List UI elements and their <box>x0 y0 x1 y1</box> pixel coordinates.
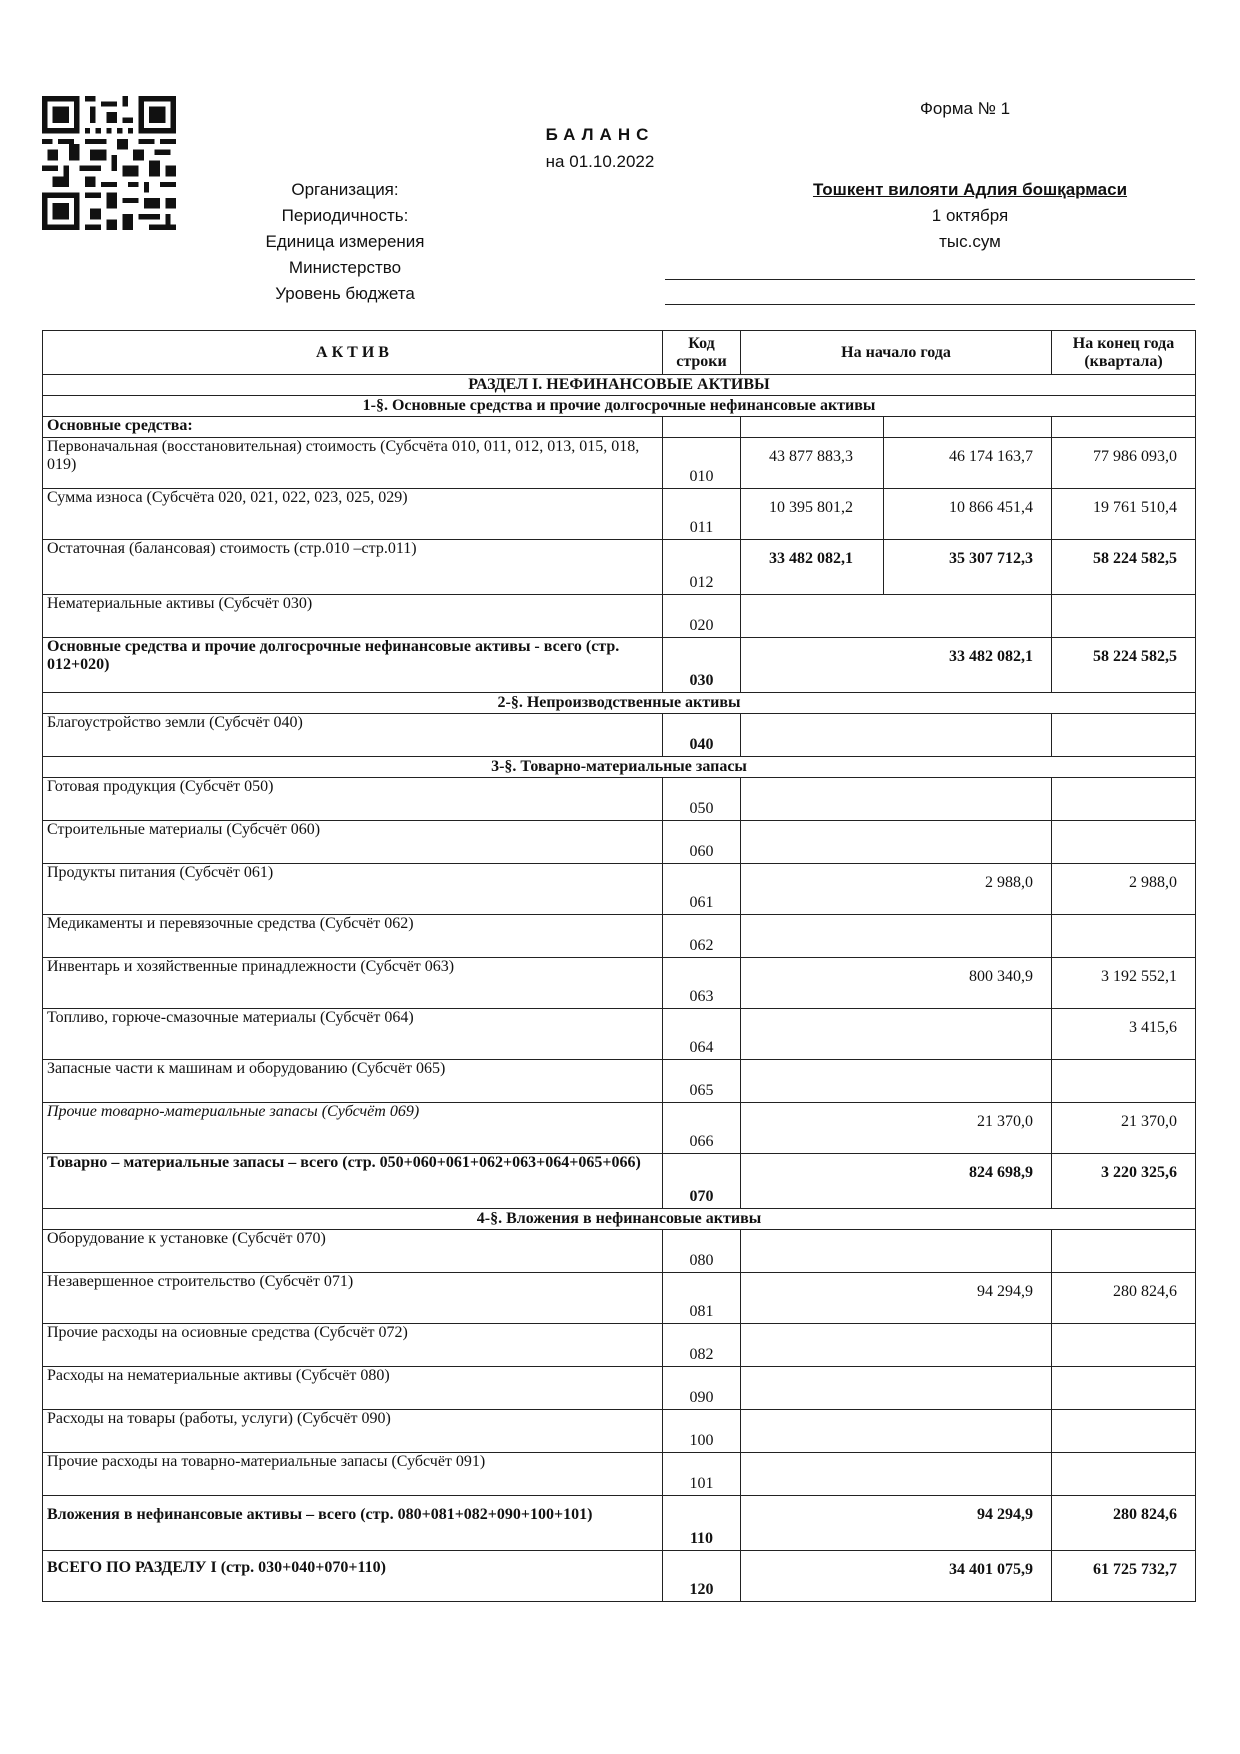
row-value-end: 2 988,0 <box>1052 864 1196 915</box>
value-unit: тыс.сум <box>939 232 1001 251</box>
row-code: 065 <box>663 1060 741 1103</box>
row-code: 082 <box>663 1324 741 1367</box>
table-row <box>43 1060 1196 1103</box>
row-code: 100 <box>663 1410 741 1453</box>
table-row <box>43 1551 1196 1602</box>
qr-code-icon <box>42 96 176 230</box>
table-row <box>43 1410 1196 1453</box>
row-value-start: 94 294,9 <box>741 1273 1052 1324</box>
row-code: 063 <box>663 958 741 1009</box>
row-code: 060 <box>663 821 741 864</box>
row-code: 080 <box>663 1230 741 1273</box>
table-row <box>43 864 1196 915</box>
row-value-end: 280 824,6 <box>1052 1273 1196 1324</box>
table-row <box>43 778 1196 821</box>
section-heading: РАЗДЕЛ I. НЕФИНАНСОВЫЕ АКТИВЫ <box>43 375 1196 396</box>
table-row <box>43 714 1196 757</box>
table-row <box>43 417 1196 438</box>
row-name: Готовая продукция (Субсчёт 050) <box>43 778 663 821</box>
document-date: на 01.10.2022 <box>545 152 655 171</box>
row-name: Сумма износа (Субсчёта 020, 021, 022, 023, 025, 029) <box>43 489 663 540</box>
row-value-end: 3 220 325,6 <box>1052 1154 1196 1209</box>
row-name: Продукты питания (Субсчёт 061) <box>43 864 663 915</box>
table-row <box>43 1230 1196 1273</box>
row-name: Благоустройство земли (Субсчёт 040) <box>43 714 663 757</box>
row-value-end: 77 986 093,0 <box>1052 438 1196 489</box>
label-organization: Организация: <box>291 180 399 199</box>
row-code: 062 <box>663 915 741 958</box>
row-value-end: 19 761 510,4 <box>1052 489 1196 540</box>
row-value-b: 35 307 712,3 <box>884 540 1052 595</box>
row-code: 090 <box>663 1367 741 1410</box>
row-name: Остаточная (балансовая) стоимость (стр.010 –стр.011) <box>43 540 663 595</box>
label-periodicity: Периодичность: <box>281 206 409 225</box>
row-name: ВСЕГО ПО РАЗДЕЛУ I (стр. 030+040+070+110) <box>43 1551 663 1602</box>
row-value-start: 94 294,9 <box>741 1496 1052 1551</box>
row-code: 081 <box>663 1273 741 1324</box>
row-value-a: 33 482 082,1 <box>741 540 884 595</box>
row-code: 010 <box>663 438 741 489</box>
row-code: 066 <box>663 1103 741 1154</box>
table-row <box>43 821 1196 864</box>
row-code: 040 <box>663 714 741 757</box>
row-value-end: 58 224 582,5 <box>1052 540 1196 595</box>
row-value-end: 61 725 732,7 <box>1052 1551 1196 1602</box>
row-value-b: 10 866 451,4 <box>884 489 1052 540</box>
row-name: Расходы на нематериальные активы (Субсчёт 080) <box>43 1367 663 1410</box>
row-value-start: 34 401 075,9 <box>741 1551 1052 1602</box>
row-name: Запасные части к машинам и оборудованию (Субсчёт 065) <box>43 1060 663 1103</box>
ministry-line <box>665 279 1195 280</box>
form-number: Форма № 1 <box>920 99 1011 118</box>
row-value-a: 43 877 883,3 <box>741 438 884 489</box>
table-row <box>43 540 1196 595</box>
row-value-end: 58 224 582,5 <box>1052 638 1196 693</box>
row-name: Прочие товарно-материальные запасы (Субсчёт 069) <box>43 1103 663 1154</box>
row-code: 030 <box>663 638 741 693</box>
table-row <box>43 1453 1196 1496</box>
row-name: Прочие расходы на товарно-материальные запасы (Субсчёт 091) <box>43 1453 663 1496</box>
row-code: 110 <box>663 1496 741 1551</box>
subsection-heading: 2-§. Непроизводственные активы <box>43 693 1196 714</box>
row-code: 050 <box>663 778 741 821</box>
row-name: Инвентарь и хозяйственные принадлежности (Субсчёт 063) <box>43 958 663 1009</box>
row-value-start: 824 698,9 <box>741 1154 1052 1209</box>
table-row <box>43 1273 1196 1324</box>
value-periodicity: 1 октября <box>931 206 1009 225</box>
row-code: 070 <box>663 1154 741 1209</box>
row-name: Строительные материалы (Субсчёт 060) <box>43 821 663 864</box>
row-value-end: 3 415,6 <box>1052 1009 1196 1060</box>
row-name: Вложения в нефинансовые активы – всего (стр. 080+081+082+090+100+101) <box>43 1496 663 1551</box>
row-code: 011 <box>663 489 741 540</box>
row-code: 101 <box>663 1453 741 1496</box>
row-value-end: 21 370,0 <box>1052 1103 1196 1154</box>
table-row <box>43 1324 1196 1367</box>
row-name: Расходы на товары (работы, услуги) (Субсчёт 090) <box>43 1410 663 1453</box>
row-value-start: 21 370,0 <box>741 1103 1052 1154</box>
col-header-activ: А К Т И В <box>43 331 663 375</box>
row-name: Топливо, горюче-смазочные материалы (Субсчёт 064) <box>43 1009 663 1060</box>
table-row <box>43 915 1196 958</box>
row-name: Первоначальная (восстановительная) стоимость (Субсчёта 010, 011, 012, 013, 015, 018, 019) <box>43 438 663 489</box>
row-code: 120 <box>663 1551 741 1602</box>
row-value-start: 800 340,9 <box>741 958 1052 1009</box>
row-value-start: 2 988,0 <box>741 864 1052 915</box>
table-row <box>43 438 1196 489</box>
row-name: Медикаменты и перевязочные средства (Субсчёт 062) <box>43 915 663 958</box>
row-name: Незавершенное строительство (Субсчёт 071) <box>43 1273 663 1324</box>
label-budget-level: Уровень бюджета <box>275 284 415 303</box>
label-unit: Единица измерения <box>265 232 425 251</box>
table-row <box>43 489 1196 540</box>
row-code: 064 <box>663 1009 741 1060</box>
table-row <box>43 1009 1196 1060</box>
subsection-heading: 3-§. Товарно-материальные запасы <box>43 757 1196 778</box>
subsection-heading: 4-§. Вложения в нефинансовые активы <box>43 1209 1196 1230</box>
value-organization: Тошкент вилояти Адлия бошқармаси <box>812 180 1128 199</box>
row-code: 061 <box>663 864 741 915</box>
row-code: 012 <box>663 540 741 595</box>
row-name: Товарно – материальные запасы – всего (стр. 050+060+061+062+063+064+065+066) <box>43 1154 663 1209</box>
row-value-b: 46 174 163,7 <box>884 438 1052 489</box>
row-value-end: 280 824,6 <box>1052 1496 1196 1551</box>
table-row <box>43 1496 1196 1551</box>
row-name: Основные средства и прочие долгосрочные нефинансовые активы - всего (стр. 012+020) <box>43 638 663 693</box>
budget-level-line <box>665 304 1195 305</box>
group-label: Основные средства: <box>43 417 663 438</box>
subsection-heading: 1-§. Основные средства и прочие долгосрочные нефинансовые активы <box>43 396 1196 417</box>
col-header-code: Код строки <box>663 331 741 375</box>
label-ministry: Министерство <box>288 258 402 277</box>
table-row <box>43 638 1196 693</box>
row-value-a: 10 395 801,2 <box>741 489 884 540</box>
row-value-end: 3 192 552,1 <box>1052 958 1196 1009</box>
row-code: 020 <box>663 595 741 638</box>
document-title: БАЛАНС <box>545 125 655 144</box>
table-row <box>43 958 1196 1009</box>
table-row <box>43 1154 1196 1209</box>
table-header-row <box>43 331 1196 375</box>
balance-table <box>42 330 1196 1602</box>
row-name: Оборудование к установке (Субсчёт 070) <box>43 1230 663 1273</box>
row-value-start: 33 482 082,1 <box>741 638 1052 693</box>
col-header-start: На начало года <box>741 331 1052 375</box>
row-name: Нематериальные активы (Субсчёт 030) <box>43 595 663 638</box>
table-row <box>43 595 1196 638</box>
col-header-end: На конец года (квартала) <box>1052 331 1196 375</box>
table-row <box>43 1103 1196 1154</box>
table-row <box>43 1367 1196 1410</box>
row-name: Прочие расходы на осиовные средства (Субсчёт 072) <box>43 1324 663 1367</box>
